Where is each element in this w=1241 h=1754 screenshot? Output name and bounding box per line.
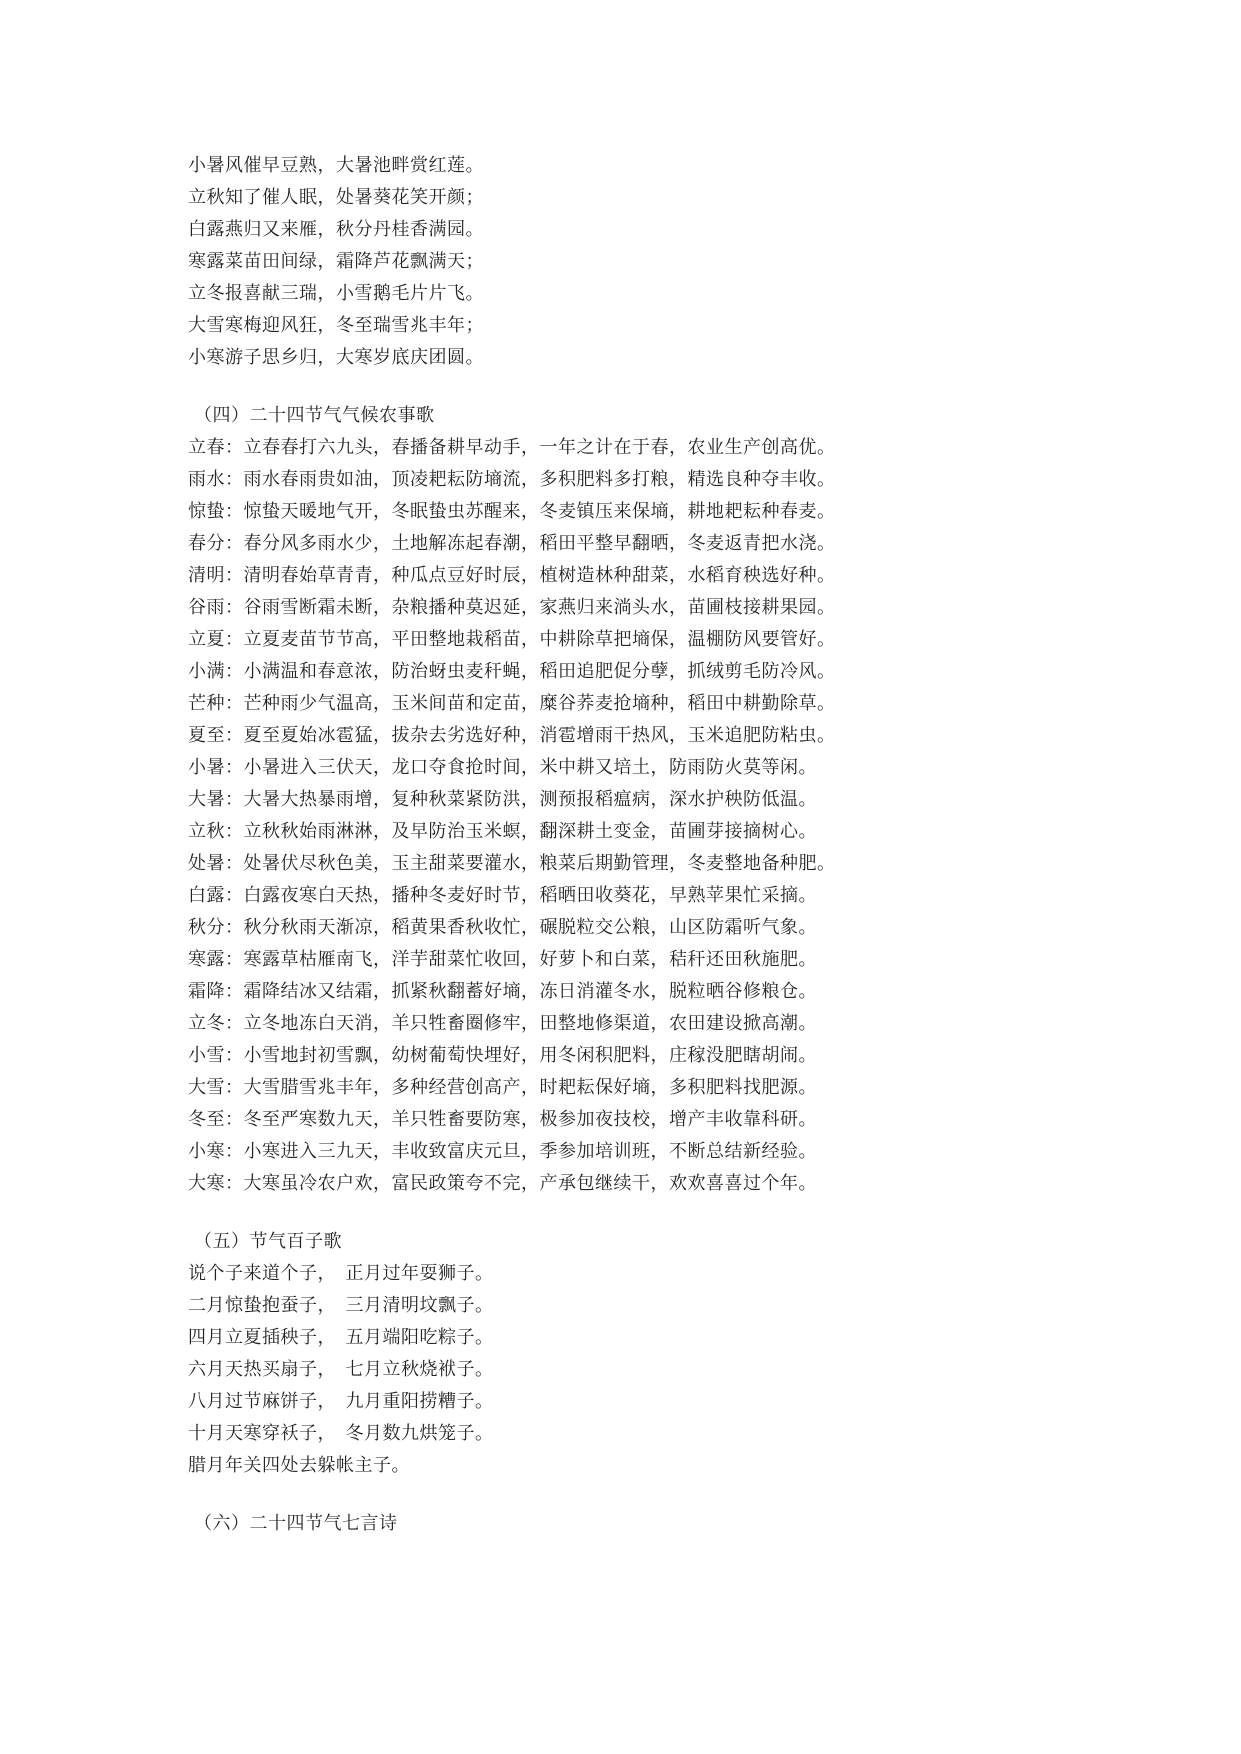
solar-term-line: 谷雨：谷雨雪断霜未断，杂粮播种莫迟延，家燕归来淌头水，苗圃枝接耕果园。 [188,597,836,618]
solar-term-line: 寒露：寒露草枯雁南飞，洋芋甜菜忙收回，好萝卜和白菜，秸秆还田秋施肥。 [188,949,817,970]
poem-line: 白露燕归又来雁，秋分丹桂香满园。 [188,219,484,240]
poem-line: 小寒游子思乡归，大寒岁底庆团圆。 [188,347,484,368]
solar-term-line: 白露：白露夜寒白天热，播种冬麦好时节，稻晒田收葵花，早熟苹果忙采摘。 [188,885,817,906]
solar-term-line: 芒种：芒种雨少气温高，玉米间苗和定苗，糜谷荞麦抢墒种，稻田中耕勤除草。 [188,693,836,714]
poem-line: 小暑风催早豆熟，大暑池畔赏红莲。 [188,155,484,176]
section-heading: （四）二十四节气气候农事歌 [194,405,435,426]
solar-term-line: 秋分：秋分秋雨天渐凉，稻黄果香秋收忙，碾脱粒交公粮，山区防霜听气象。 [188,917,817,938]
poem-line: 大雪寒梅迎风狂，冬至瑞雪兆丰年； [188,315,484,336]
poem-continued-block [188,150,1088,374]
solar-term-line: 立冬：立冬地冻白天消，羊只牲畜圈修牢，田整地修渠道，农田建设掀高潮。 [188,1013,817,1034]
solar-term-line: 大雪：大雪腊雪兆丰年，多种经营创高产，时耙耘保好墒，多积肥料找肥源。 [188,1077,817,1098]
song-line: 说个子来道个子， 正月过年耍狮子。 [188,1263,494,1284]
solar-term-line: 处暑：处暑伏尽秋色美，玉主甜菜要灌水，粮菜后期勤管理，冬麦整地备种肥。 [188,853,836,874]
section-5 [188,1226,1088,1482]
solar-term-line: 清明：清明春始草青青，种瓜点豆好时辰，植树造林种甜菜，水稻育秧选好种。 [188,565,836,586]
solar-term-line: 小满：小满温和春意浓，防治蚜虫麦秆蝇，稻田追肥促分孽，抓绒剪毛防冷风。 [188,661,836,682]
song-line: 六月天热买扇子， 七月立秋烧袱子。 [188,1359,494,1380]
song-line: 十月天寒穿袄子， 冬月数九烘笼子。 [188,1423,494,1444]
document-page [188,150,1088,1540]
solar-term-line: 小寒：小寒进入三九天，丰收致富庆元旦，季参加培训班，不断总结新经验。 [188,1141,817,1162]
poem-line: 立冬报喜献三瑞，小雪鹅毛片片飞。 [188,283,484,304]
solar-term-line: 立秋：立秋秋始雨淋淋，及早防治玉米螟，翻深耕土变金，苗圃芽接摘树心。 [188,821,817,842]
solar-term-line: 立夏：立夏麦苗节节高，平田整地栽稻苗，中耕除草把墒保，温棚防风要管好。 [188,629,836,650]
solar-term-line: 冬至：冬至严寒数九天，羊只牲畜要防寒，极参加夜技校，增产丰收靠科研。 [188,1109,817,1130]
section-gap [188,374,1088,400]
solar-term-line: 雨水：雨水春雨贵如油，顶凌耙耘防墒流，多积肥料多打粮，精选良种夺丰收。 [188,469,836,490]
song-line: 二月惊蛰抱蚕子， 三月清明坟飘子。 [188,1295,494,1316]
section-heading: （五）节气百子歌 [194,1231,342,1252]
solar-term-line: 小雪：小雪地封初雪飘，幼树葡萄快埋好，用冬闲积肥料，庄稼没肥瞎胡闹。 [188,1045,817,1066]
solar-term-line: 小暑：小暑进入三伏天，龙口夺食抢时间，米中耕又培土，防雨防火莫等闲。 [188,757,817,778]
solar-term-line: 霜降：霜降结冰又结霜，抓紧秋翻蓄好墒，冻日消灌冬水，脱粒晒谷修粮仓。 [188,981,817,1002]
section-heading: （六）二十四节气七言诗 [194,1513,398,1534]
solar-term-line: 夏至：夏至夏始冰雹猛，拔杂去劣选好种，消雹增雨干热风，玉米追肥防粘虫。 [188,725,836,746]
section-gap [188,1482,1088,1508]
section-6 [188,1508,1088,1540]
song-line: 八月过节麻饼子， 九月重阳捞糟子。 [188,1391,494,1412]
solar-term-line: 大寒：大寒虽冷农户欢，富民政策夸不完，产承包继续干，欢欢喜喜过个年。 [188,1173,817,1194]
poem-line: 寒露菜苗田间绿，霜降芦花飘满天； [188,251,484,272]
song-line: 四月立夏插秧子， 五月端阳吃粽子。 [188,1327,494,1348]
solar-term-line: 大暑：大暑大热暴雨增，复种秋菜紧防洪，测预报稻瘟病，深水护秧防低温。 [188,789,817,810]
poem-line: 立秋知了催人眠，处暑葵花笑开颜； [188,187,484,208]
song-line: 腊月年关四处去躲帐主子。 [188,1455,410,1476]
solar-term-line: 春分：春分风多雨水少，土地解冻起春潮，稻田平整早翻晒，冬麦返青把水浇。 [188,533,836,554]
solar-term-line: 立春：立春春打六九头，春播备耕早动手，一年之计在于春，农业生产创高优。 [188,437,836,458]
section-gap [188,1200,1088,1226]
solar-term-line: 惊蛰：惊蛰天暖地气开，冬眠蛰虫苏醒来，冬麦镇压来保墒，耕地耙耘种春麦。 [188,501,836,522]
section-4 [188,400,1088,1200]
